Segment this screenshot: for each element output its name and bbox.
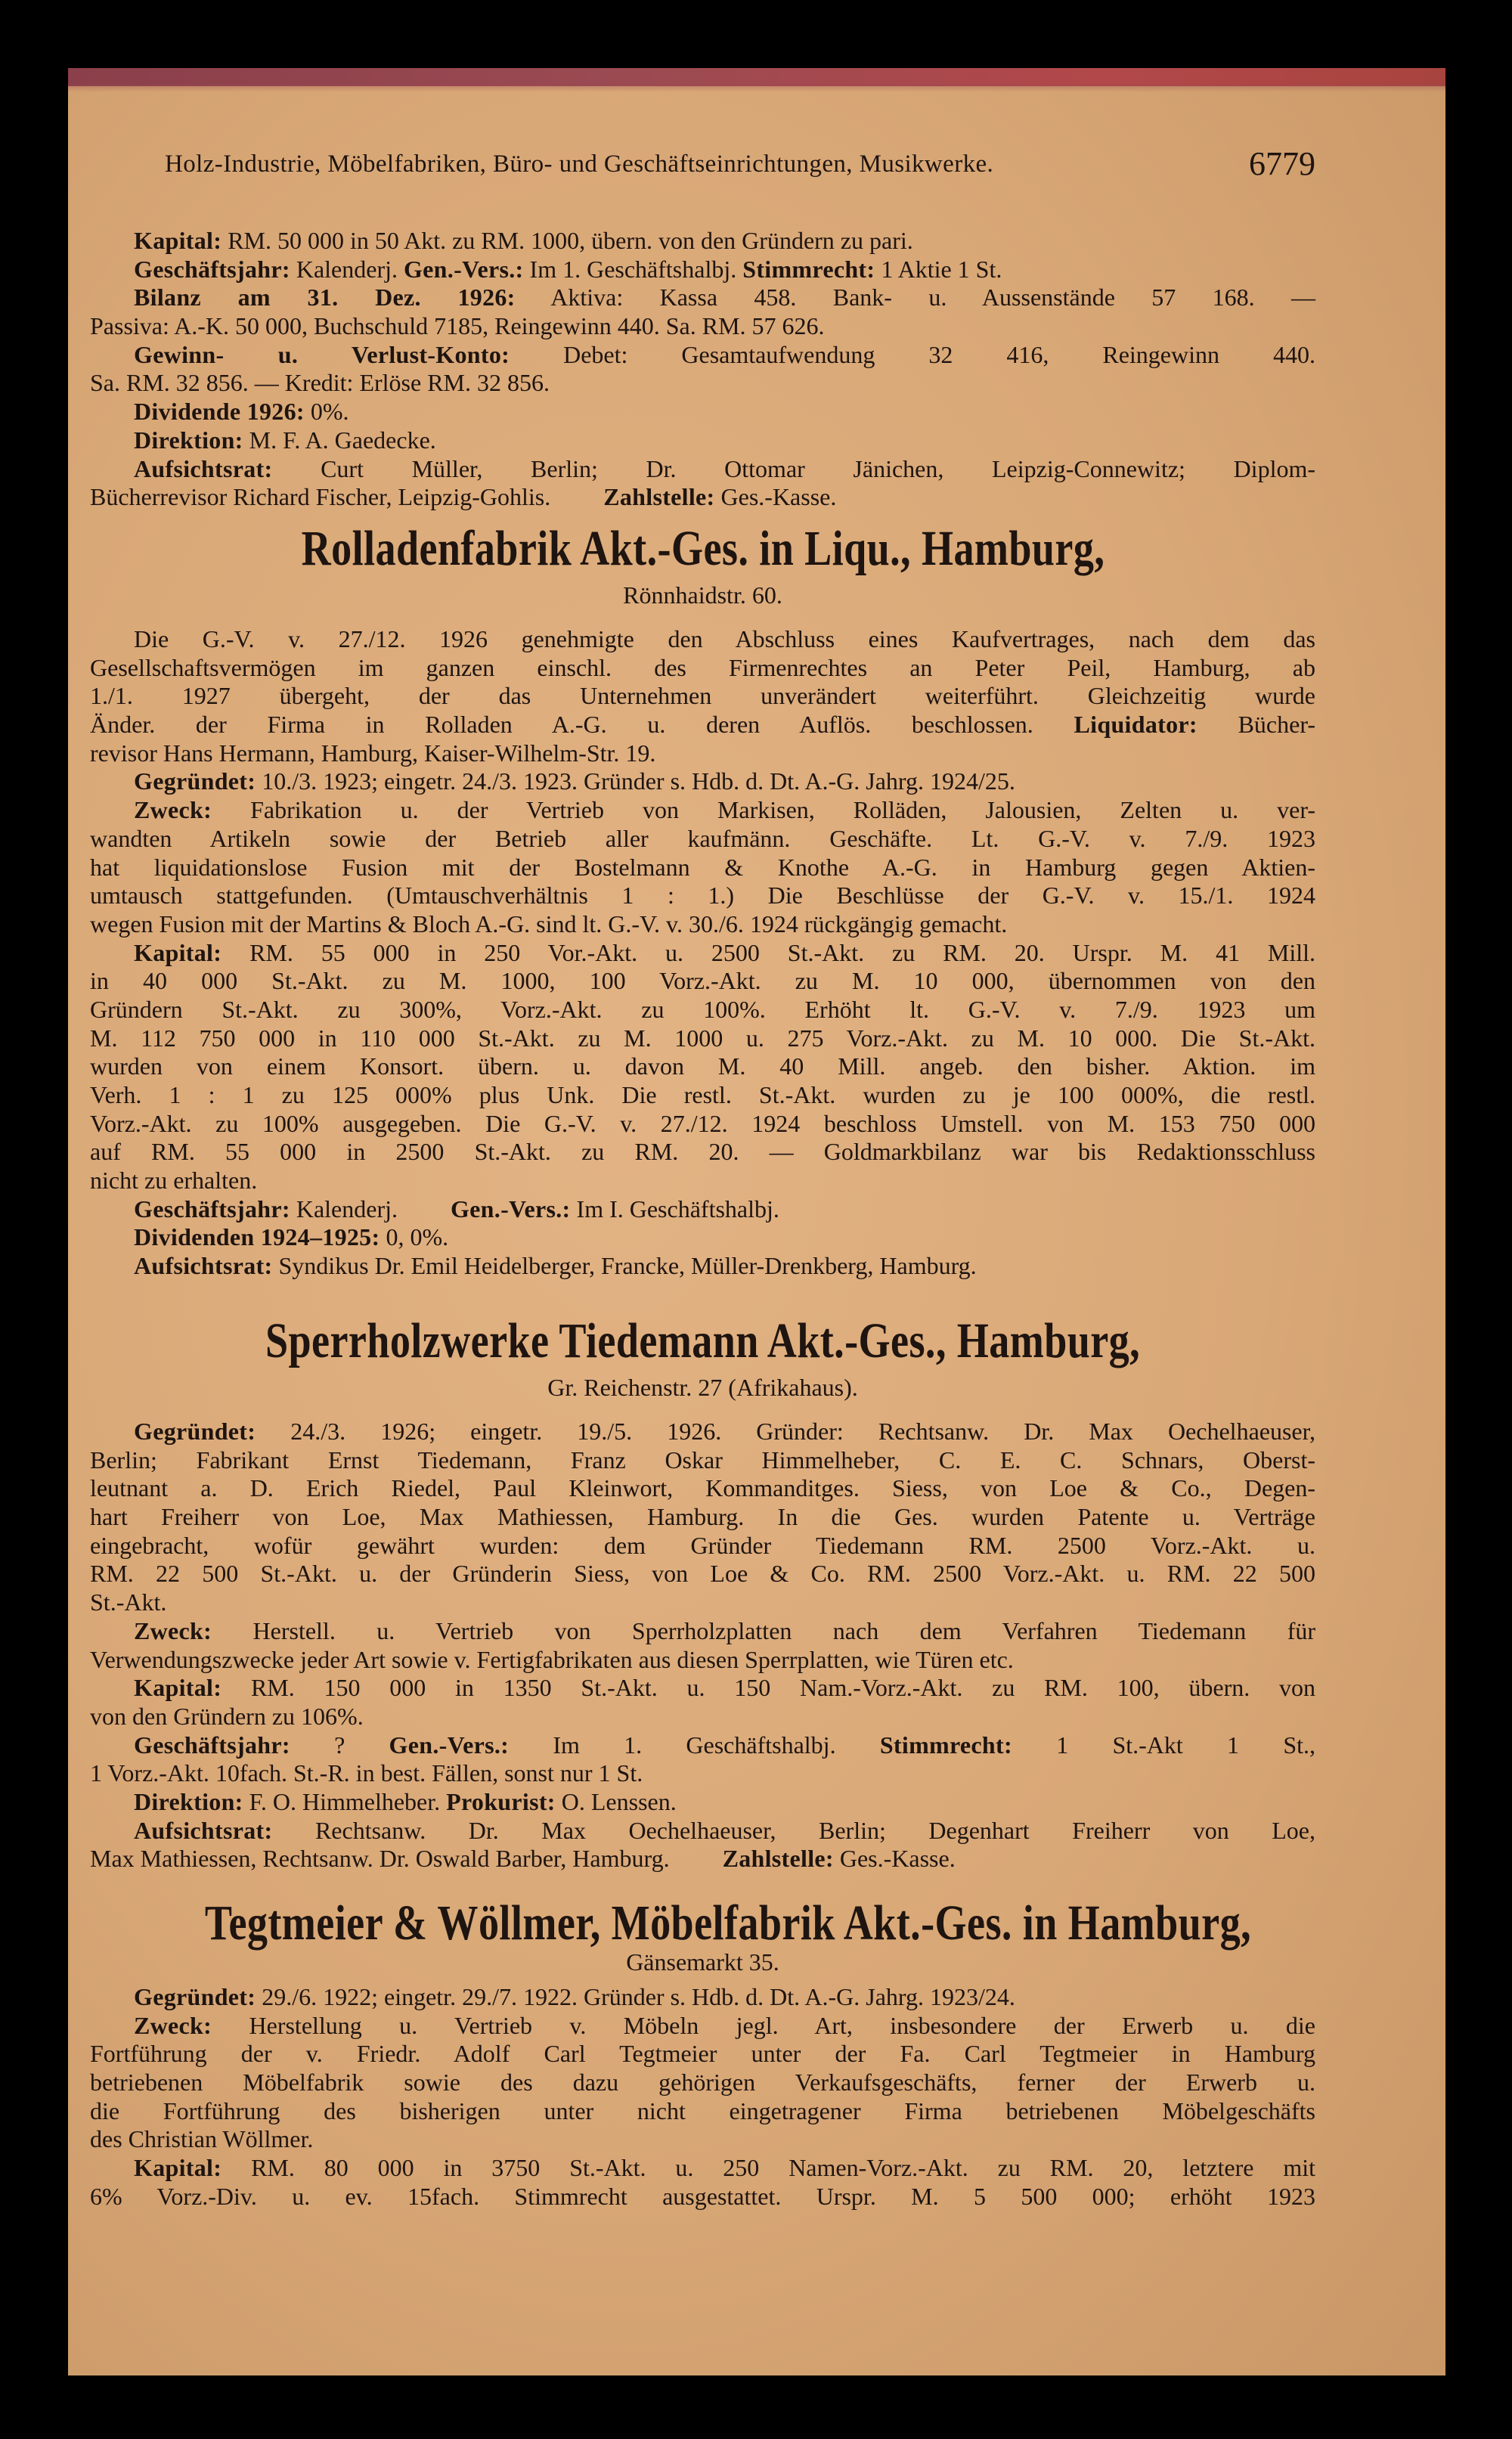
- field-label: Dividende 1926:: [134, 398, 305, 426]
- field-label: Aufsichtsrat:: [134, 1252, 273, 1280]
- field-text: 6% Vorz.-Div. u. ev. 15fach. Stimmrecht ausgestattet. Urspr. M. 5 500 000; erhöht 1923: [90, 2182, 1315, 2210]
- field-text: des Christian Wöllmer.: [90, 2125, 314, 2153]
- field-label: Zahlstelle:: [603, 483, 715, 511]
- field-text: ?: [290, 1731, 389, 1759]
- running-head: [165, 147, 1315, 181]
- text-line: [90, 1845, 1315, 1873]
- field-label: Prokurist:: [446, 1787, 556, 1815]
- paragraph: [90, 767, 1315, 796]
- field-text: RM. 55 000 in 250 Vor.-Akt. u. 2500 St.-Akt. zu RM. 20. Urspr. M. 41 Mill.: [222, 938, 1315, 966]
- text-line: [90, 711, 1315, 739]
- text-line: [90, 1474, 1315, 1503]
- text-line: [90, 1052, 1315, 1081]
- field-text: Curt Müller, Berlin; Dr. Ottomar Jänichen, Leipzig-Connewitz; Diplom-: [272, 454, 1315, 482]
- field-text: Syndikus Dr. Emil Heidelberger, Francke, Müller-Drenkberg, Hamburg.: [272, 1252, 977, 1280]
- field-text: wandten Artikeln sowie der Betrieb aller kaufmänn. Geschäfte. Lt. G.-V. v. 7./9. 1923: [90, 824, 1315, 852]
- field-label: Direktion:: [134, 1787, 243, 1815]
- text-line: [90, 1110, 1315, 1139]
- field-label: Gegründet:: [134, 767, 256, 795]
- text-line: [90, 2069, 1315, 2097]
- field-text: umtausch stattgefunden. (Umtauschverhältnis 1 : 1.) Die Beschlüsse der G.-V. v. 15./1. 1924: [90, 882, 1315, 910]
- text-line: [90, 1024, 1315, 1053]
- field-text: RM. 80 000 in 3750 St.-Akt. u. 250 Namen-Vorz.-Akt. zu RM. 20, letztere mit: [222, 2154, 1315, 2182]
- field-label: Gen.-Vers.:: [389, 1731, 510, 1759]
- field-text: hat liquidationslose Fusion mit der Bostelmann & Knothe A.-G. in Hamburg gegen Aktien-: [90, 853, 1315, 881]
- field-text: hart Freiherr von Loe, Max Mathiessen, Hamburg. In die Ges. wurden Patente u. Verträge: [90, 1503, 1315, 1531]
- text-line: [90, 2125, 1315, 2154]
- text-line: [90, 2097, 1315, 2126]
- text-line: [90, 1252, 1315, 1281]
- field-text: 1 St.-Akt 1 St.,: [1012, 1731, 1315, 1759]
- entry-body: [90, 1418, 1315, 1873]
- field-text: Herstell. u. Vertrieb von Sperrholzplatten nach dem Verfahren Tiedemann für: [212, 1616, 1315, 1644]
- field-text: St.-Akt.: [90, 1588, 167, 1616]
- text-line: [90, 1223, 1315, 1252]
- text-line: [90, 1788, 1315, 1817]
- text-line: [90, 398, 1315, 426]
- company-heading: [90, 522, 1315, 575]
- paragraph: [90, 1788, 1315, 1817]
- text-line: [90, 796, 1315, 825]
- page-number: 6779: [1249, 145, 1315, 182]
- text-line: [90, 256, 1315, 284]
- field-text: in 40 000 St.-Akt. zu M. 1000, 100 Vorz.-Akt. zu M. 10 000, übernommen von den: [90, 967, 1315, 995]
- field-label: Aufsichtsrat:: [134, 1816, 273, 1844]
- field-text: 1 Vorz.-Akt. 10fach. St.-R. in best. Fällen, sonst nur 1 St.: [90, 1759, 643, 1787]
- field-text: Kalenderj.: [290, 1195, 398, 1223]
- company-title: Sperrholzwerke Tiedemann Akt.-Ges., Hamburg,: [265, 1313, 1141, 1368]
- paragraph: [90, 939, 1315, 1195]
- field-text: Rechtsanw. Dr. Max Oechelhaeuser, Berlin; Degenhart Freiherr von Loe,: [272, 1816, 1315, 1844]
- field-label: Aufsichtsrat:: [134, 454, 273, 482]
- text-line: [90, 312, 1315, 341]
- field-text: Bücherrevisor Richard Fischer, Leipzig-Gohlis.: [90, 483, 551, 511]
- text-line: [90, 1560, 1315, 1588]
- field-label: Gewinn- u. Verlust-Konto:: [134, 340, 510, 368]
- text-line: [90, 682, 1315, 711]
- paragraph: [90, 1617, 1315, 1674]
- field-text: auf RM. 55 000 in 2500 St.-Akt. zu RM. 20. — Goldmarkbilanz war bis Redaktionsschluss: [90, 1138, 1315, 1166]
- text-line: [90, 1646, 1315, 1675]
- field-label: Kapital:: [134, 227, 222, 254]
- text-line: [90, 369, 1315, 398]
- text-line: [90, 2183, 1315, 2211]
- field-text: M. F. A. Gaedecke.: [243, 426, 436, 454]
- field-label: Kapital:: [134, 938, 222, 966]
- entry-body: [90, 625, 1315, 1281]
- text-line: [90, 996, 1315, 1024]
- text-line: [90, 1588, 1315, 1617]
- text-line: [90, 825, 1315, 854]
- text-line: [90, 1731, 1315, 1760]
- field-label: Gen.-Vers.:: [403, 255, 524, 283]
- field-label: Zweck:: [134, 2011, 212, 2039]
- field-text: Die G.-V. v. 27./12. 1926 genehmigte den Abschluss eines Kaufvertrages, nach dem das: [134, 625, 1315, 652]
- paragraph: [90, 1418, 1315, 1617]
- field-label: Stimmrecht:: [742, 255, 875, 283]
- paragraph: [90, 1223, 1315, 1252]
- paragraph: [90, 2154, 1315, 2211]
- paragraph: [90, 625, 1315, 767]
- field-label: Liquidator:: [1074, 711, 1198, 739]
- paragraph: [90, 1731, 1315, 1788]
- field-text: 24./3. 1926; eingetr. 19./5. 1926. Gründer: Rechtsanw. Dr. Max Oechelhaeuser,: [256, 1418, 1315, 1445]
- text-line: [90, 1446, 1315, 1475]
- field-text: die Fortführung des bisherigen unter nicht eingetragener Firma betriebenen Möbelgeschäfts: [90, 2097, 1315, 2124]
- field-text: 0, 0%.: [380, 1223, 449, 1251]
- company-heading: [90, 1315, 1315, 1368]
- text-line: [90, 1817, 1315, 1846]
- text-line: [90, 2154, 1315, 2183]
- field-text: wegen Fusion mit der Martins & Bloch A.-G. sind lt. G.-V. v. 30./6. 1924 rückgängig gemacht.: [90, 910, 1008, 937]
- company-entry: [90, 522, 1315, 1281]
- field-label: Dividenden 1924–1925:: [134, 1223, 380, 1251]
- field-label: Stimmrecht:: [879, 1731, 1012, 1759]
- company-address: Rönnhaidstr. 60.: [623, 581, 782, 609]
- text-line: [90, 1138, 1315, 1167]
- field-text: Max Mathiessen, Rechtsanw. Dr. Oswald Barber, Hamburg.: [90, 1845, 670, 1873]
- text-line: [90, 1532, 1315, 1560]
- text-line: [90, 1195, 1315, 1224]
- field-label: Geschäftsjahr:: [134, 255, 290, 283]
- text-line: [90, 1617, 1315, 1646]
- company-entry: [90, 1315, 1315, 1873]
- text-line: [90, 1703, 1315, 1731]
- field-text: leutnant a. D. Erich Riedel, Paul Kleinwort, Kommanditges. Siess, von Loe & Co., Degen-: [90, 1474, 1315, 1502]
- field-label: Gen.-Vers.:: [450, 1195, 571, 1223]
- paragraph: [90, 2012, 1315, 2154]
- field-text: Herstellung u. Vertrieb v. Möbeln jegl. Art, insbesondere der Erwerb u. die: [212, 2011, 1315, 2039]
- field-label: Kapital:: [134, 1674, 222, 1702]
- field-text: Verwendungszwecke jeder Art sowie v. Fertigfabrikaten aus diesen Sperrplatten, wie Türen etc.: [90, 1645, 1014, 1673]
- field-text: RM. 150 000 in 1350 St.-Akt. u. 150 Nam.-Vorz.-Akt. zu RM. 100, übern. von: [222, 1674, 1315, 1702]
- field-label: Direktion:: [134, 426, 243, 454]
- text-line: [90, 341, 1315, 370]
- text-line: [90, 882, 1315, 910]
- text-line: [90, 426, 1315, 455]
- text-line: [90, 1983, 1315, 2012]
- field-text: revisor Hans Hermann, Hamburg, Kaiser-Wilhelm-Str. 19.: [90, 739, 656, 767]
- field-text: nicht zu erhalten.: [90, 1167, 258, 1195]
- field-label: Gegründet:: [134, 1418, 256, 1445]
- field-text: Sa. RM. 32 856. — Kredit: Erlöse RM. 32 856.: [90, 369, 550, 397]
- company-entry: [90, 1897, 1315, 2211]
- paragraph: [90, 284, 1315, 340]
- paragraph: [90, 1983, 1315, 2012]
- field-text: Kalenderj.: [290, 255, 404, 283]
- field-label: Geschäftsjahr:: [134, 1195, 290, 1223]
- paragraph: [90, 426, 1315, 455]
- field-text: Fabrikation u. der Vertrieb von Markisen, Rolläden, Jalousien, Zelten u. ver-: [212, 796, 1315, 824]
- company-heading: [90, 1897, 1315, 1950]
- paragraph: [90, 796, 1315, 938]
- text-line: [90, 1081, 1315, 1110]
- text-line: [90, 1418, 1315, 1446]
- text-line: [90, 1167, 1315, 1195]
- field-label: Geschäftsjahr:: [134, 1731, 290, 1759]
- paragraph: [90, 227, 1315, 256]
- field-text: eingebracht, wofür gewährt wurden: dem Gründer Tiedemann RM. 2500 Vorz.-Akt. u.: [90, 1531, 1315, 1559]
- field-text: Berlin; Fabrikant Ernst Tiedemann, Franz Oskar Himmelheber, C. E. C. Schnars, Oberst-: [90, 1446, 1315, 1474]
- field-text: Aktiva: Kassa 458. Bank- u. Aussenstände 57 168. —: [515, 284, 1316, 311]
- paragraph: [90, 1817, 1315, 1873]
- paragraph: [90, 455, 1315, 512]
- field-label: Kapital:: [134, 2154, 222, 2182]
- text-line: [90, 967, 1315, 996]
- field-text: Vorz.-Akt. zu 100% ausgegeben. Die G.-V. v. 27./12. 1924 beschloss Umstell. von M. 153 750 000: [90, 1109, 1315, 1137]
- paragraph: [90, 341, 1315, 398]
- company-title: Tegtmeier & Wöllmer, Möbelfabrik Akt.-Ges. in Hamburg,: [204, 1895, 1252, 1951]
- field-text: 0%.: [304, 398, 349, 426]
- field-text: Verh. 1 : 1 zu 125 000% plus Unk. Die restl. St.-Akt. wurden zu je 100 000%, die restl.: [90, 1081, 1315, 1108]
- field-text: Gründern St.-Akt. zu 300%, Vorz.-Akt. zu 100%. Erhöht lt. G.-V. v. 7./9. 1923 um: [90, 995, 1315, 1023]
- text-line: [90, 939, 1315, 968]
- text-line: [90, 1674, 1315, 1703]
- field-text: M. 112 750 000 in 110 000 St.-Akt. zu M. 1000 u. 275 Vorz.-Akt. zu M. 10 000. Die St.-Akt.: [90, 1024, 1315, 1052]
- company-address: Gr. Reichenstr. 27 (Afrikahaus).: [547, 1374, 858, 1401]
- text-line: [90, 1503, 1315, 1532]
- field-label: Zahlstelle:: [722, 1845, 834, 1873]
- paragraph: [90, 398, 1315, 426]
- field-text: F. O. Himmelheber.: [243, 1787, 447, 1815]
- field-text: Bücher-: [1197, 711, 1316, 739]
- field-label: Gegründet:: [134, 1983, 256, 2010]
- text-line: [90, 910, 1315, 939]
- entry-continuation: [90, 227, 1315, 512]
- paragraph: [90, 256, 1315, 284]
- paragraph: [90, 1674, 1315, 1731]
- company-title: Rolladenfabrik Akt.-Ges. in Liqu., Hamburg,: [301, 521, 1105, 576]
- field-text: Änder. der Firma in Rolladen A.-G. u. deren Auflös. beschlossen.: [90, 711, 1074, 739]
- field-text: Fortführung der v. Friedr. Adolf Carl Tegtmeier unter der Fa. Carl Tegtmeier in Hamburg: [90, 2040, 1315, 2068]
- text-line: [90, 625, 1315, 654]
- text-line: [90, 483, 1315, 512]
- field-text: Debet: Gesamtaufwendung 32 416, Reingewinn 440.: [510, 340, 1316, 368]
- field-text: 1 Aktie 1 St.: [875, 255, 1002, 283]
- running-head-title: Holz-Industrie, Möbelfabriken, Büro- und Geschäftseinrichtungen, Musikwerke.: [165, 150, 994, 178]
- field-text: Ges.-Kasse.: [714, 483, 837, 511]
- field-text: Im I. Geschäftshalbj.: [570, 1195, 779, 1223]
- page-top-edge: [68, 68, 1445, 86]
- field-label: Zweck:: [134, 796, 212, 824]
- field-text: O. Lenssen.: [555, 1787, 677, 1815]
- text-line: [90, 854, 1315, 882]
- company-address: Gänsemarkt 35.: [626, 1948, 779, 1976]
- entry-body: [90, 1983, 1315, 2211]
- text-line: [90, 284, 1315, 312]
- text-line: [90, 739, 1315, 768]
- field-label: Bilanz am 31. Dez. 1926:: [134, 284, 516, 311]
- field-text: RM. 50 000 in 50 Akt. zu RM. 1000, übern. von den Gründern zu pari.: [222, 227, 913, 254]
- field-text: 1./1. 1927 übergeht, der das Unternehmen unverändert weiterführt. Gleichzeitig wurde: [90, 682, 1315, 710]
- text-line: [90, 654, 1315, 683]
- field-text: betriebenen Möbelfabrik sowie des dazu gehörigen Verkaufsgeschäfts, ferner der Erwerb u.: [90, 2069, 1315, 2097]
- text-line: [90, 767, 1315, 796]
- field-text: Im 1. Geschäftshalbj.: [509, 1731, 880, 1759]
- field-text: Gesellschaftsvermögen im ganzen einschl. des Firmenrechtes an Peter Peil, Hamburg, ab: [90, 653, 1315, 681]
- field-text: 29./6. 1922; eingetr. 29./7. 1922. Gründer s. Hdb. d. Dt. A.-G. Jahrg. 1923/24.: [256, 1983, 1015, 2010]
- field-text: von den Gründern zu 106%.: [90, 1702, 364, 1730]
- field-text: Im 1. Geschäftshalbj.: [523, 255, 743, 283]
- paragraph: [90, 1252, 1315, 1281]
- entry-body: [90, 227, 1315, 512]
- paragraph: [90, 1195, 1315, 1224]
- text-line: [90, 1759, 1315, 1788]
- field-text: Passiva: A.-K. 50 000, Buchschuld 7185, Reingewinn 440. Sa. RM. 57 626.: [90, 312, 825, 340]
- text-line: [90, 2040, 1315, 2069]
- text-line: [90, 455, 1315, 484]
- field-text: wurden von einem Konsort. übern. u. davon M. 40 Mill. angeb. den bisher. Aktion. im: [90, 1052, 1315, 1080]
- text-line: [90, 227, 1315, 256]
- field-label: Zweck:: [134, 1616, 212, 1644]
- field-text: Ges.-Kasse.: [833, 1845, 956, 1873]
- field-text: 10./3. 1923; eingetr. 24./3. 1923. Gründer s. Hdb. d. Dt. A.-G. Jahrg. 1924/25.: [256, 767, 1015, 795]
- text-line: [90, 2012, 1315, 2041]
- field-text: RM. 22 500 St.-Akt. u. der Gründerin Siess, von Loe & Co. RM. 2500 Vorz.-Akt. u. RM. 22 500: [90, 1560, 1315, 1588]
